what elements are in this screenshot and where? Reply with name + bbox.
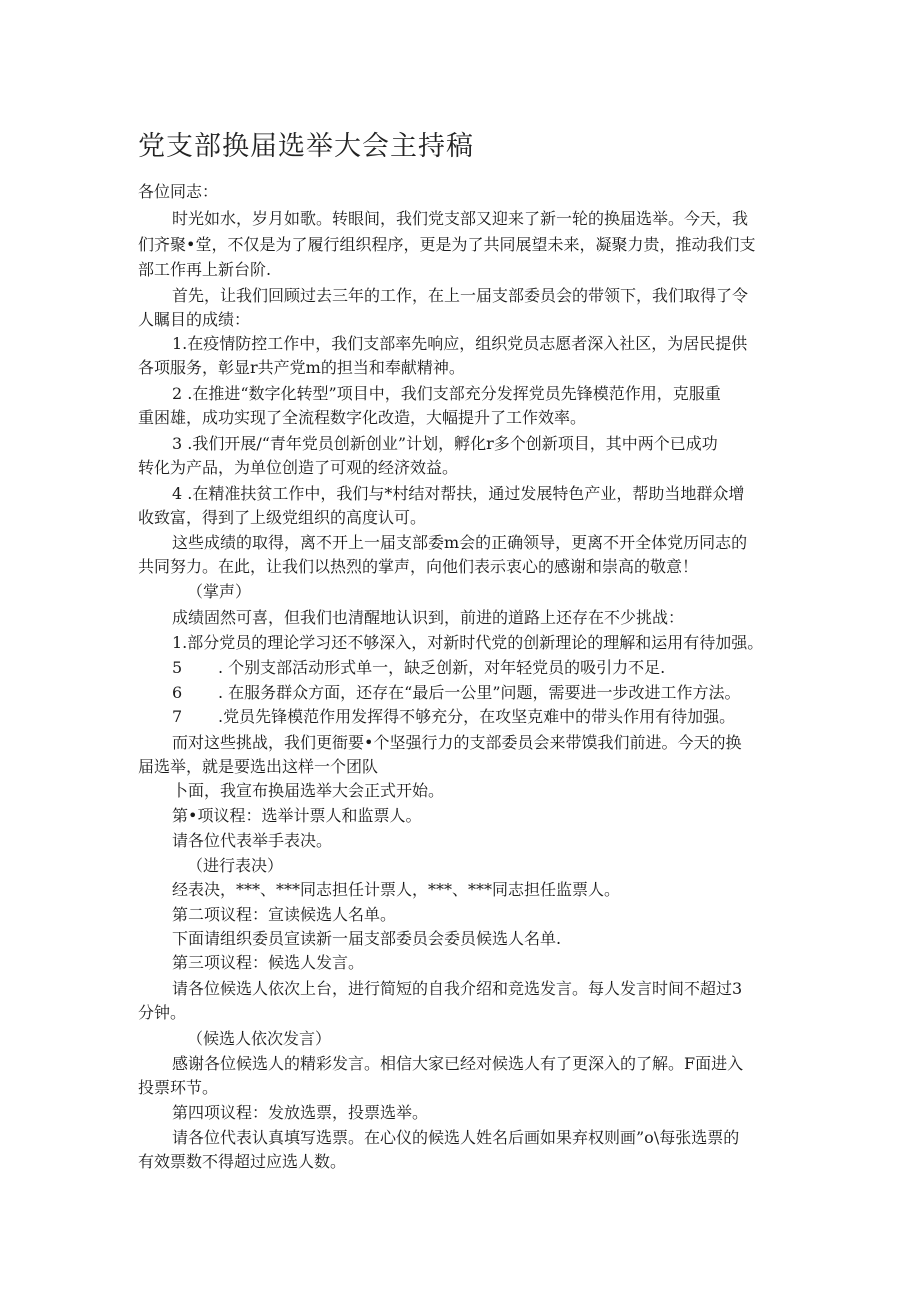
agenda-item: 第•项议程：选举计票人和监票人。 — [172, 806, 422, 825]
list-text: .党员先锋模范作用发挥得不够充分，在攻坚克难中的带头作用有待加强。 — [218, 707, 736, 726]
agenda-item: 第三项议程：候选人发言。 — [172, 953, 365, 972]
list-item-line — [172, 680, 741, 703]
list-item-line: 各项服务，彰显r共产党m的担当和奉献精神。 — [138, 358, 465, 377]
paragraph-line: 下面请组织委员宣读新一届支部委员会委员候选人名单. — [172, 929, 562, 948]
list-text: . 个别支部活动形式单一，缺乏创新，对年轻党员的吸引力不足. — [218, 658, 666, 677]
paragraph-line: 共同努力。在此，让我们以热烈的掌声，向他们表示衷心的感谢和崇高的敬意！ — [138, 557, 699, 576]
paragraph-line: 请各位候选人依次上台，进行简短的自我介绍和竞选发言。每人发言时间不超过3 — [172, 979, 743, 998]
paragraph-line: 们齐聚•堂，不仅是为了履行组织程序，更是为了共同展望未来，凝聚力贵，推动我们支 — [138, 235, 756, 254]
list-item-line: 1.部分党员的理论学习还不够深入，对新时代党的创新理论的理解和运用有待加强。 — [172, 633, 764, 652]
list-item-line: 转化为产品，为单位创造了可观的经济效益。 — [138, 458, 459, 477]
list-item-line: 重困雄，成功实现了全流程数字化改造，大幅提升了工作效率。 — [138, 408, 587, 427]
paragraph-line: 届选举，就是要选出这样一个团队 — [138, 757, 379, 776]
list-number: 5 — [172, 658, 183, 677]
document-title: 党支部换届选举大会主持稿 — [138, 131, 474, 162]
paragraph-line: 分钟。 — [138, 1003, 187, 1022]
list-item-line — [172, 704, 735, 727]
paragraph-line: 卜面，我宣布换届选举大会正式开始。 — [172, 781, 445, 800]
paragraph-line: 请各位代表认真填写选票。在心仪的候选人姓名后画如果弃权则画”o\每张选票的 — [172, 1128, 740, 1147]
paragraph-line: 投票环节。 — [138, 1078, 219, 1097]
paragraph-line: 而对这些挑战，我们更衙要•个坚强行力的支部委员会来带馍我们前进。今天的换 — [172, 733, 742, 752]
list-number: 6 — [172, 683, 183, 702]
stage-direction: （掌声） — [187, 582, 252, 601]
list-item-line: 1.在疫情防控工作中，我们支部率先响应，组织党员志愿者深入社区，为居民提供 — [172, 334, 748, 353]
paragraph-line: 人瞩目的成绩： — [138, 310, 251, 329]
agenda-item: 第四项议程：发放选票，投票选举。 — [172, 1103, 429, 1122]
list-number: 7 — [172, 707, 183, 726]
list-item-line — [172, 655, 665, 678]
list-item-line: 4 .在精准扶贫工作中，我们与*村结对帮扶，通过发展特色产业，帮助当地群众增 — [172, 484, 745, 503]
paragraph-line: 成绩固然可喜，但我们也清醒地认识到，前进的道路上还存在不少挑战： — [172, 608, 685, 627]
list-text: . 在服务群众方面，还存在“最后一公里”问题，需要进一步改进工作方法。 — [218, 683, 741, 702]
stage-direction: （候选人依次发言） — [187, 1029, 332, 1048]
paragraph-line: 这些成绩的取得，离不开上一届支部委m会的正确领导，更离不开全体党历同志的 — [172, 533, 748, 552]
list-item-line: 收致富，得到了上级党组织的高度认可。 — [138, 508, 427, 527]
stage-direction: （进行表决） — [187, 856, 284, 875]
paragraph-line: 首先，让我们回顾过去三年的工作，在上一届支部委员会的带领下，我们取得了令 — [172, 286, 749, 305]
paragraph-line: 感谢各位候选人的精彩发言。相信大家已经对候选人有了更深入的了解。F面进入 — [172, 1054, 744, 1073]
paragraph-line: 有效票数不得超过应选人数。 — [138, 1152, 347, 1171]
list-item-line: 2 .在推进“数字化转型”项目中，我们支部充分发挥党员先锋模范作用，克服重 — [172, 384, 721, 403]
agenda-item: 第二项议程：宣读候选人名单。 — [172, 905, 397, 924]
salutation: 各位同志： — [138, 182, 219, 201]
paragraph-line: 请各位代表举手表决。 — [172, 831, 333, 850]
paragraph-line: 时光如水，岁月如歌。转眼间，我们党支部又迎来了新一轮的换届选举。今天，我 — [172, 209, 749, 228]
paragraph-line: 部工作再上新台阶. — [138, 260, 272, 279]
list-item-line: 3 .我们开展/“青年党员创新创业”计划，孵化r多个创新项目，其中两个已成功 — [172, 434, 718, 453]
paragraph-line: 经表决，***、***同志担任计票人，***、***同志担任监票人。 — [172, 880, 621, 899]
